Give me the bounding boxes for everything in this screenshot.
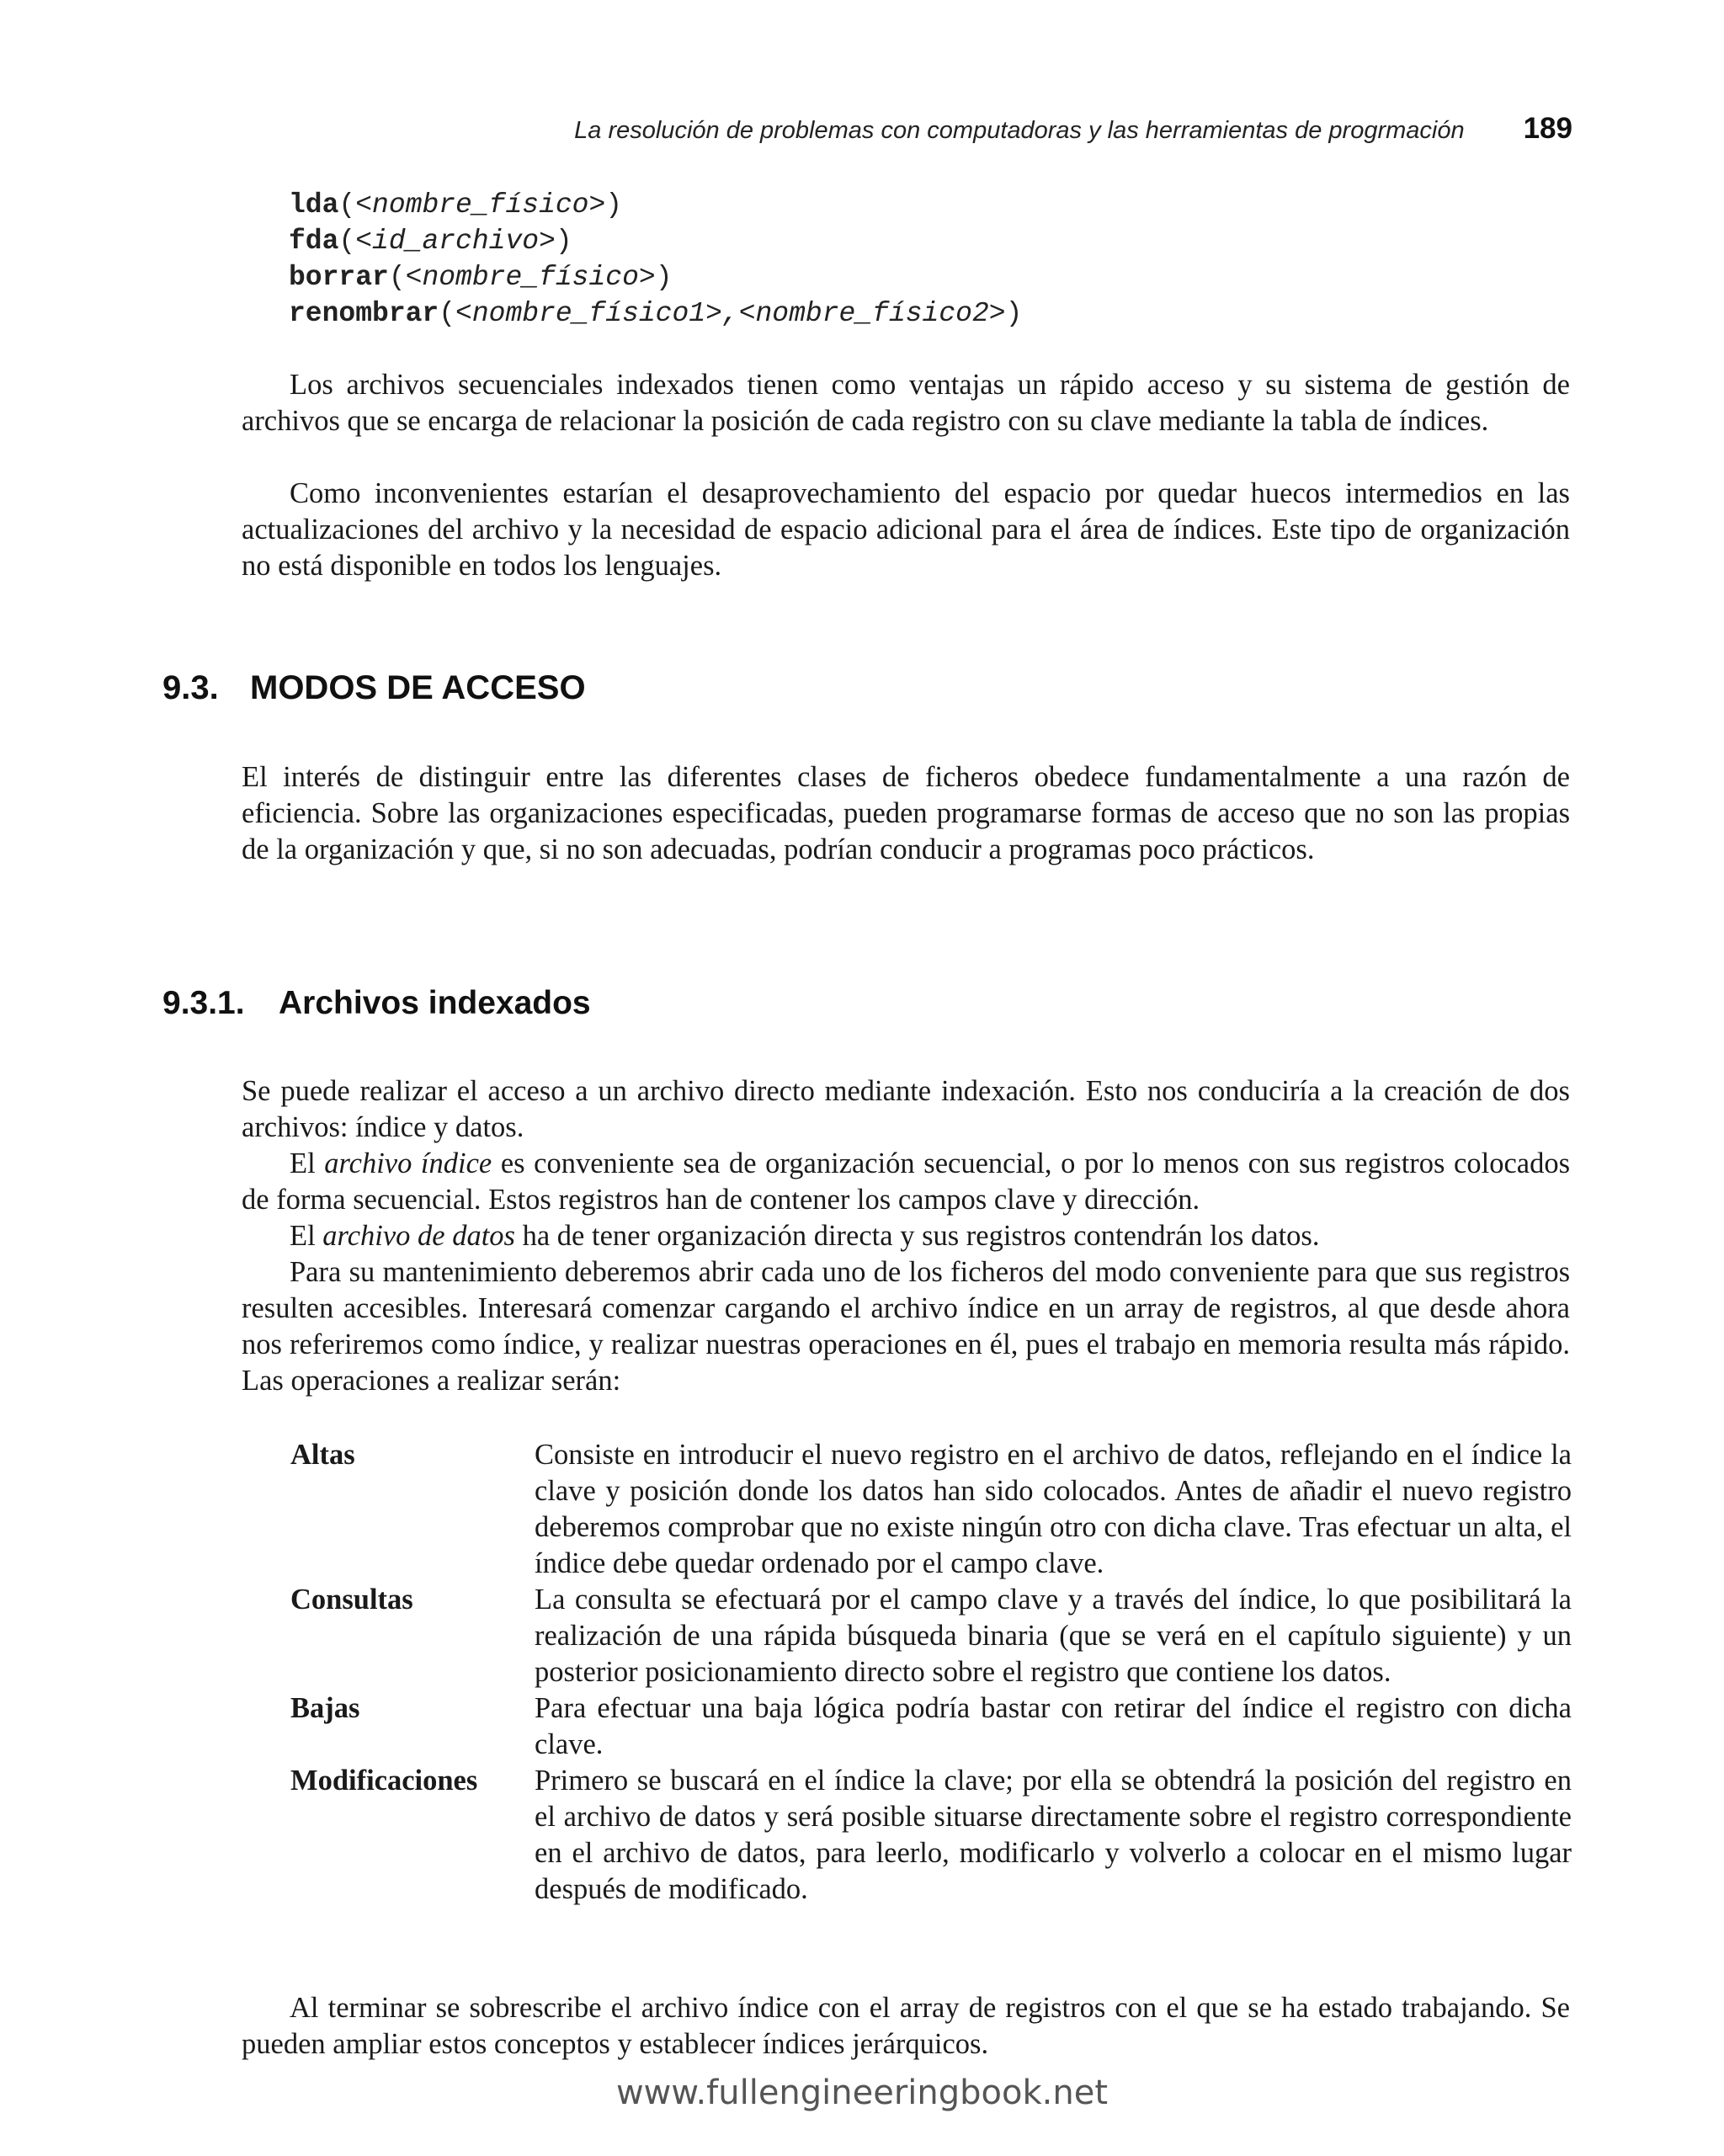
paragraph: El interés de distinguir entre las diferentes clases de ficheros obedece fundamentalmente a una razón de eficiencia. Sobre las organizaciones especificadas, pueden programarse formas de acceso que no son las propias de la organización y que, si no son adecuadas, podrían conducir a programas poco prácticos. bbox=[242, 761, 1570, 865]
code-line: fda(<id_archivo>) bbox=[289, 226, 572, 257]
code-block bbox=[289, 187, 1022, 332]
code-line: borrar(<nombre_físico>) bbox=[289, 262, 673, 293]
operation-term: Altas bbox=[290, 1439, 355, 1471]
operation-term: Bajas bbox=[290, 1692, 360, 1724]
operation-description: La consulta se efectuará por el campo clave y a través del índice, lo que posibilitará la realización de una rápida búsqueda binaria (que se verá en el capítulo siguiente) y un posterior posicionamiento directo sobre el registro que contiene los datos. bbox=[535, 1584, 1572, 1688]
operation-row bbox=[290, 1582, 1572, 1690]
operation-term: Consultas bbox=[290, 1584, 413, 1616]
emphasis: archivo de datos bbox=[322, 1220, 515, 1252]
section-title: MODOS DE ACCESO bbox=[250, 669, 586, 706]
code-function: renombrar bbox=[289, 298, 439, 329]
code-function: fda bbox=[289, 226, 339, 257]
watermark-url: www.fullengineeringbook.net bbox=[615, 2073, 1109, 2112]
subsection-number: 9.3.1. bbox=[162, 985, 245, 1021]
subsection-heading bbox=[162, 985, 591, 1022]
running-title: La resolución de problemas con computadoras y las herramientas de progrmación bbox=[574, 117, 1465, 144]
code-function: borrar bbox=[289, 262, 389, 293]
paragraph: El archivo de datos ha de tener organización directa y sus registros contendrán los datos. bbox=[290, 1220, 1320, 1252]
page-number: 189 bbox=[1523, 112, 1572, 145]
paragraph: Al terminar se sobrescribe el archivo índice con el array de registros con el que se ha estado trabajando. Se pueden ampliar estos conceptos y establecer índices jerárquicos. bbox=[242, 1992, 1570, 2060]
operation-row bbox=[290, 1437, 1572, 1582]
code-argument: <id_archivo> bbox=[355, 226, 556, 257]
section-number: 9.3. bbox=[162, 669, 219, 706]
section-heading bbox=[162, 669, 586, 707]
paragraph: Como inconvenientes estarían el desaprovechamiento del espacio por quedar huecos intermedios en las actualizaciones del archivo y la necesidad de espacio adicional para el área de índices. Este tipo de organización no está disponible en todos los lenguajes. bbox=[242, 477, 1570, 582]
operation-row bbox=[290, 1763, 1572, 1908]
operation-description: Para efectuar una baja lógica podría bastar con retirar del índice el registro con dicha clave. bbox=[535, 1692, 1572, 1760]
code-argument: <nombre_físico1>,<nombre_físico2> bbox=[455, 298, 1006, 329]
paragraph: Los archivos secuenciales indexados tienen como ventajas un rápido acceso y su sistema de gestión de archivos que se encarga de relacionar la posición de cada registro con su clave mediante la tabla de índices. bbox=[242, 369, 1570, 437]
operation-description: Consiste en introducir el nuevo registro en el archivo de datos, reflejando en el índice la clave y posición donde los datos han sido colocados. Antes de añadir el nuevo registro deberemos comprobar que no existe ningún otro con dicha clave. Tras efectuar un alta, el índice debe quedar ordenado por el campo clave. bbox=[535, 1439, 1572, 1579]
operation-term: Modificaciones bbox=[290, 1765, 478, 1797]
paragraph: Para su mantenimiento deberemos abrir cada uno de los ficheros del modo conveniente para que sus registros resulten accesibles. Interesará comenzar cargando el archivo índice en un array de registros, al que desde ahora nos referiremos como índice, y realizar nuestras operaciones en él, pues el trabajo en memoria resulta más rápido. Las operaciones a realizar serán: bbox=[242, 1256, 1570, 1397]
code-argument: <nombre_físico> bbox=[355, 189, 606, 221]
operation-description: Primero se buscará en el índice la clave; por ella se obtendrá la posición del registro en el archivo de datos y será posible situarse directamente sobre el registro correspondiente en el archivo de datos, para leerlo, modificarlo y volverlo a colocar en el mismo lugar después de modificado. bbox=[535, 1765, 1572, 1905]
emphasis: archivo índice bbox=[324, 1147, 492, 1179]
operation-row bbox=[290, 1690, 1572, 1763]
code-function: lda bbox=[289, 189, 339, 221]
running-header bbox=[141, 112, 1572, 146]
operations-list bbox=[290, 1437, 1572, 1908]
code-line: lda(<nombre_físico>) bbox=[289, 189, 623, 221]
code-argument: <nombre_físico> bbox=[405, 262, 656, 293]
paragraph: Se puede realizar el acceso a un archivo directo mediante indexación. Esto nos conduciría a la creación de dos archivos: índice y datos. bbox=[242, 1075, 1570, 1143]
subsection-title: Archivos indexados bbox=[279, 985, 591, 1021]
paragraph: El archivo índice es conveniente sea de organización secuencial, o por lo menos con sus registros colocados de forma secuencial. Estos registros han de contener los campos clave y dirección. bbox=[242, 1147, 1570, 1216]
code-line: renombrar(<nombre_físico1>,<nombre_físico2>) bbox=[289, 298, 1023, 329]
